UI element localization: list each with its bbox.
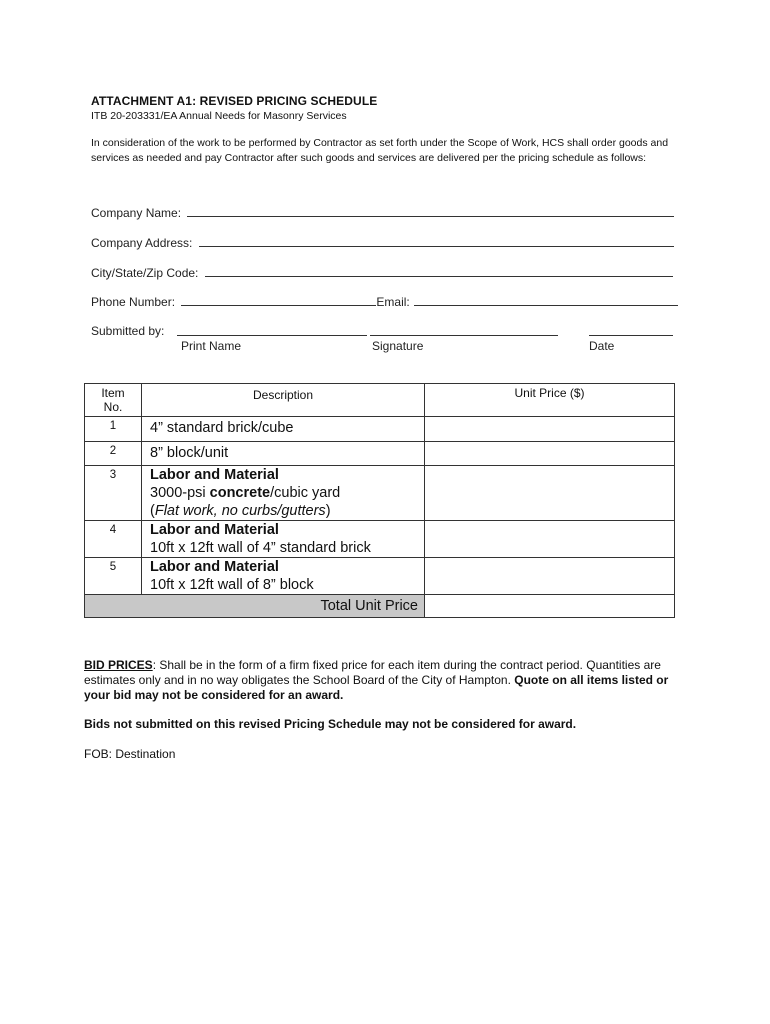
item-description-line3 — [150, 502, 424, 520]
description-header: Description — [142, 384, 425, 417]
phone-number-line[interactable] — [181, 294, 376, 306]
bid-prices-paragraph — [84, 658, 676, 703]
city-state-zip-field — [91, 265, 673, 280]
total-row — [85, 595, 675, 618]
unit-price-cell[interactable] — [425, 417, 675, 442]
table-row — [85, 521, 675, 558]
desc-text: ) — [325, 503, 331, 519]
date-line[interactable] — [589, 324, 673, 336]
company-address-label: Company Address: — [91, 236, 193, 250]
signature-label: Signature — [372, 339, 424, 353]
intro-paragraph: In consideration of the work to be performed by Contractor as set forth under the Scope of Work, HCS shall order goods and services as needed and pay Contractor after such goods and services are delivered per the pricing schedule as follows: — [91, 137, 669, 164]
item-no-header — [85, 384, 142, 417]
company-name-line[interactable] — [187, 205, 674, 217]
unit-price-header: Unit Price ($) — [425, 384, 675, 417]
company-name-field — [91, 205, 674, 220]
page-subtitle: ITB 20-203331/EA Annual Needs for Masonry Services — [91, 110, 347, 122]
item-number: 5 — [85, 558, 142, 595]
desc-text: ( — [150, 503, 155, 519]
table-row — [85, 417, 675, 442]
bid-prices-text: : Shall be in the form of a firm fixed price for each item during the contract period. Quantities are estimates only and in no way obligates the School Board of the City of Hampton. — [84, 658, 661, 687]
company-address-field — [91, 235, 674, 250]
fob-line: FOB: Destination — [84, 747, 176, 761]
desc-text: /cubic yard — [270, 485, 341, 501]
bid-prices-bold-text: Quote on all items listed or your bid may not be considered for an award. — [84, 673, 669, 702]
table-row — [85, 558, 675, 595]
item-header-line1: Item — [101, 386, 125, 400]
city-state-zip-label: City/State/Zip Code: — [91, 266, 199, 280]
item-number: 1 — [85, 417, 142, 442]
item-header-line2: No. — [103, 400, 123, 414]
item-description — [142, 466, 425, 521]
email-line[interactable] — [414, 294, 678, 306]
page-title: ATTACHMENT A1: REVISED PRICING SCHEDULE — [91, 94, 378, 108]
item-number: 3 — [85, 466, 142, 521]
item-description — [142, 558, 425, 595]
unit-price-cell[interactable] — [425, 442, 675, 466]
item-description-heading: Labor and Material — [150, 522, 279, 538]
desc-bold-text: concrete — [209, 485, 271, 501]
item-description-line2: 10ft x 12ft wall of 8” block — [150, 577, 314, 593]
pricing-table — [84, 383, 675, 618]
city-state-zip-line[interactable] — [205, 265, 673, 277]
item-description — [142, 521, 425, 558]
phone-number-label: Phone Number: — [91, 295, 176, 309]
total-unit-price-label: Total Unit Price — [85, 595, 425, 618]
item-description: 8” block/unit — [142, 442, 425, 466]
print-name-label: Print Name — [181, 339, 242, 353]
item-description-heading: Labor and Material — [150, 467, 279, 483]
table-row — [85, 466, 675, 521]
item-number: 2 — [85, 442, 142, 466]
submitted-by-label: Submitted by: — [91, 324, 165, 338]
total-unit-price-cell[interactable] — [425, 595, 675, 618]
company-name-label: Company Name: — [91, 206, 182, 220]
bid-prices-label: BID PRICES — [84, 658, 153, 672]
item-description-line2 — [150, 484, 424, 502]
email-label: Email: — [376, 295, 410, 309]
unit-price-cell[interactable] — [425, 466, 675, 521]
item-description-line2: 10ft x 12ft wall of 4” standard brick — [150, 540, 371, 556]
item-description-heading: Labor and Material — [150, 559, 279, 575]
signature-line[interactable] — [370, 324, 558, 336]
desc-italic-text: Flat work, no curbs/gutters — [154, 503, 326, 519]
bids-not-submitted-notice: Bids not submitted on this revised Pricing Schedule may not be considered for award. — [84, 717, 577, 731]
item-description: 4” standard brick/cube — [142, 417, 425, 442]
table-header-row — [85, 384, 675, 417]
print-name-line[interactable] — [177, 324, 367, 336]
phone-email-field — [91, 294, 678, 309]
company-address-line[interactable] — [199, 235, 674, 247]
desc-text: 3000-psi — [150, 485, 210, 501]
date-label: Date — [589, 339, 615, 353]
item-number: 4 — [85, 521, 142, 558]
unit-price-cell[interactable] — [425, 558, 675, 595]
unit-price-cell[interactable] — [425, 521, 675, 558]
table-row — [85, 442, 675, 466]
